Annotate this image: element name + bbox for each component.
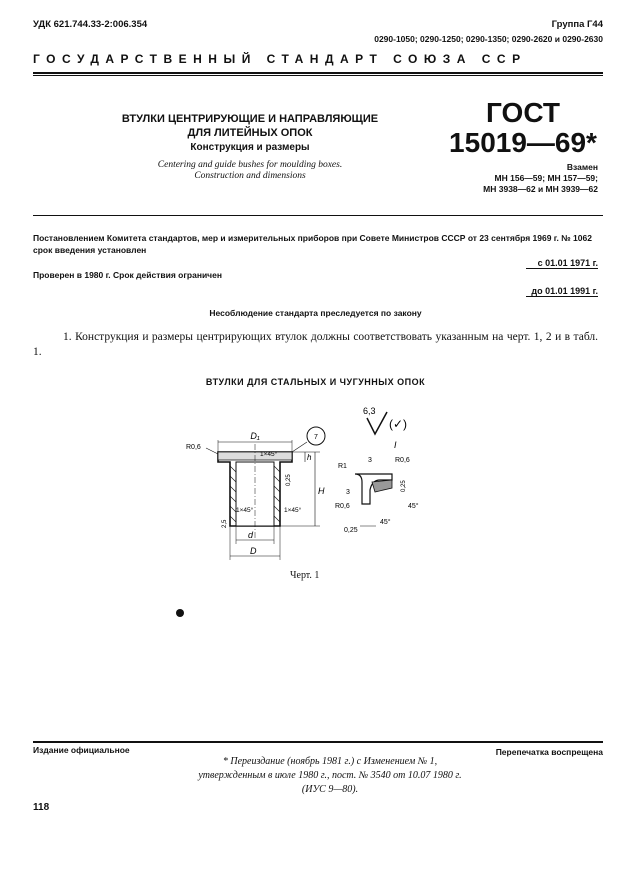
roughness-value: 6,3	[363, 406, 376, 416]
okp-codes: 0290-1050; 0290-1250; 0290-1350; 0290-2620 и 0290-2630	[374, 34, 603, 44]
drawing-chert-1	[180, 400, 440, 565]
detail-label: I	[394, 440, 397, 450]
effective-to-underline	[526, 296, 598, 297]
label-chamfer-inner: 1×45°	[236, 507, 254, 514]
label-d1: D₁	[250, 431, 260, 441]
header-separator	[33, 215, 603, 216]
standard-banner: ГОСУДАРСТВЕННЫЙ СТАНДАРТ СОЮЗА ССР	[33, 52, 527, 66]
banner-rule-thin	[33, 75, 603, 76]
replaces-label: Взамен	[566, 162, 598, 172]
bushing-section	[218, 444, 292, 540]
udk-code: УДК 621.744.33-2:006.354	[33, 19, 148, 30]
gost-block	[448, 98, 598, 158]
footnote-line-1: * Переиздание (ноябрь 1981 г.) с Изменением № 1,	[222, 756, 438, 767]
effective-from-underline	[526, 268, 598, 269]
detail-r1: R1	[338, 463, 347, 470]
document-subtitle: Конструкция и размеры	[190, 142, 310, 153]
group-code: Группа Г44	[551, 19, 603, 30]
reprint-prohibited: Перепечатка воспрещена	[495, 747, 603, 757]
detail-3a: 3	[368, 457, 372, 464]
english-title	[100, 160, 400, 182]
label-big-h: H	[318, 486, 325, 496]
english-title-line-2: Construction and dimensions	[194, 171, 306, 181]
gost-label: ГОСТ	[486, 97, 560, 128]
page-number: 118	[33, 802, 50, 813]
roughness-extra: (✓)	[389, 417, 408, 431]
checked-text: Проверен в 1980 г. Срок действия ограничен	[33, 270, 222, 280]
bullet-dot	[176, 609, 184, 617]
label-d: d	[248, 530, 254, 540]
detail-45b: 45°	[380, 519, 391, 526]
replaces-line-2: МН 3938—62 и МН 3939—62	[483, 184, 598, 194]
detail-r06b: R0,6	[335, 503, 350, 510]
replaces-block	[448, 162, 598, 195]
detail-025b: 0,25	[344, 527, 358, 534]
law-notice: Несоблюдение стандарта преследуется по закону	[209, 308, 422, 318]
effective-from: с 01.01 1971 г.	[537, 258, 598, 268]
detail-025a: 0,25	[401, 480, 407, 492]
english-title-line-1: Centering and guide bushes for moulding boxes.	[157, 160, 343, 170]
title-line-1: ВТУЛКИ ЦЕНТРИРУЮЩИЕ И НАПРАВЛЯЮЩИЕ	[121, 113, 379, 125]
drawing-caption: Черт. 1	[290, 570, 320, 581]
effective-to: до 01.01 1991 г.	[531, 286, 598, 296]
footnote	[150, 755, 510, 797]
section-heading: ВТУЛКИ ДЛЯ СТАЛЬНЫХ И ЧУГУННЫХ ОПОК	[205, 377, 426, 387]
label-big-d: D	[250, 546, 257, 556]
clause-1: 1. Конструкция и размеры центрирующих втулок должны соответствовать указанным на черт. 1, 2 и в табл. 1.	[33, 331, 598, 358]
official-edition: Издание официальное	[33, 745, 130, 755]
banner-rule-thick	[33, 72, 603, 74]
label-chamfer-right: 1×45°	[284, 507, 302, 514]
gost-number: 15019—69*	[449, 127, 597, 158]
label-h: h	[307, 453, 312, 462]
detail-r06: R0,6	[395, 457, 410, 464]
label-r06-left: R0,6	[186, 444, 201, 451]
footnote-line-3: (ИУС 9—80).	[301, 784, 359, 795]
detail-groove	[372, 480, 392, 492]
title-line-2: ДЛЯ ЛИТЕЙНЫХ ОПОК	[187, 127, 313, 139]
decree-text: Постановлением Комитета стандартов, мер и измерительных приборов при Совете Министров СССР от 23 сентября 1969 г. № 1062 срок введения установлен	[33, 233, 592, 255]
detail-3b: 3	[346, 489, 350, 496]
replaces-line-1: МН 156—59; МН 157—59;	[494, 173, 598, 183]
footnote-line-2: утвержденным в июле 1980 г., пост. № 3540 от 10.07 1980 г.	[198, 770, 462, 781]
footer-rule	[33, 741, 603, 743]
detail-45a: 45°	[408, 503, 419, 510]
label-chamfer-top: 1×45°	[260, 451, 278, 458]
label-025: 0,25	[286, 474, 292, 486]
label-25: 2,5	[222, 519, 228, 528]
callout-number: 7	[314, 434, 318, 441]
document-title	[100, 112, 400, 140]
